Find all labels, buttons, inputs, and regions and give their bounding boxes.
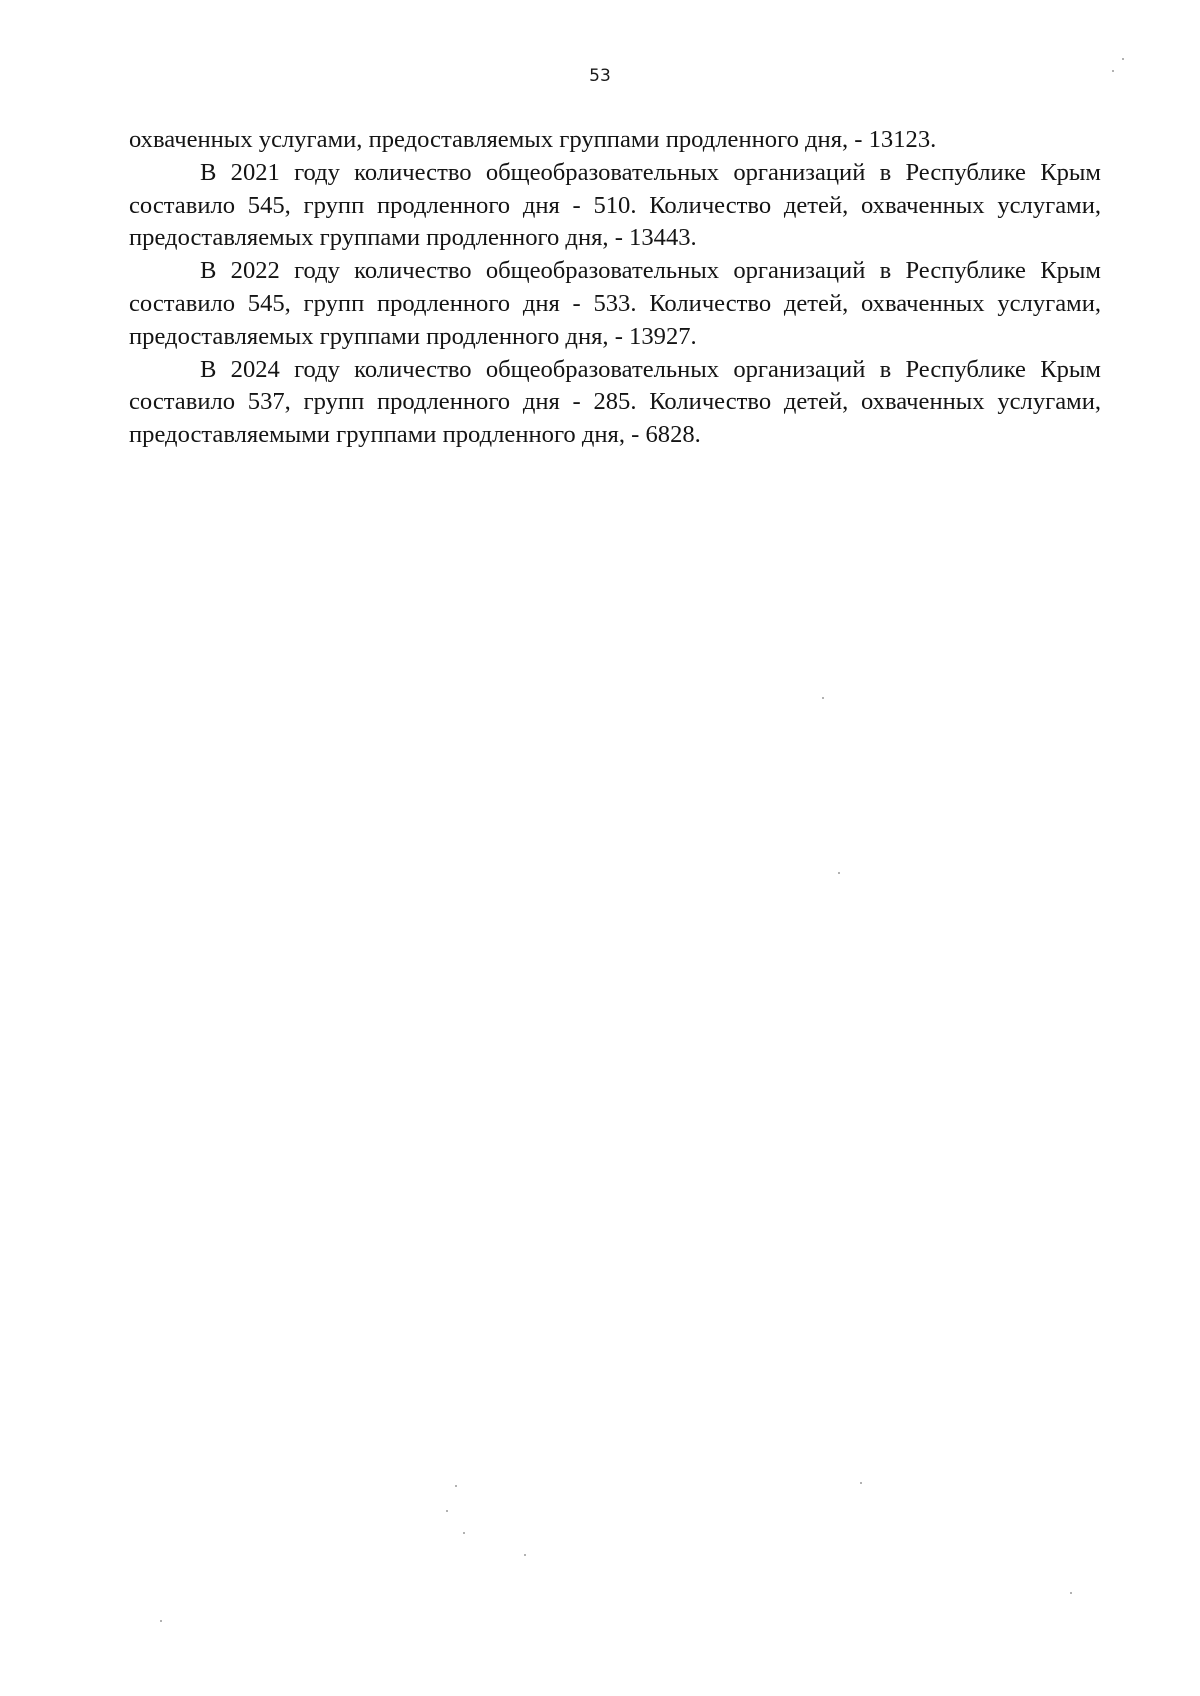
scan-speck — [1070, 1592, 1072, 1594]
scan-speck — [1112, 70, 1114, 72]
scan-speck — [446, 1510, 448, 1512]
scan-speck — [822, 697, 824, 699]
paragraph-2021: В 2021 году количество общеобразовательных организаций в Республике Крым составило 545, групп продленного дня - 510. Количество детей, охваченных услугами, предоставляемых группами продленного дня, - 13443. — [129, 158, 1101, 252]
paragraph-2024: В 2024 году количество общеобразовательных организаций в Республике Крым составило 537, групп продленного дня - 285. Количество детей, охваченных услугами, предоставляемыми группами продленного дня, - 6828. — [129, 355, 1101, 449]
scan-speck — [1122, 58, 1124, 60]
body-text — [129, 124, 1101, 452]
scan-speck — [838, 872, 840, 874]
scan-speck — [524, 1554, 526, 1556]
scan-speck — [455, 1485, 457, 1487]
paragraph-continuation: охваченных услугами, предоставляемых группами продленного дня, - 13123. — [129, 126, 937, 153]
scan-speck — [463, 1532, 465, 1534]
scan-speck — [860, 1482, 862, 1484]
paragraph-2022: В 2022 году количество общеобразовательных организаций в Республике Крым составило 545, групп продленного дня - 533. Количество детей, охваченных услугами, предоставляемых группами продленного дня, - 13927. — [129, 257, 1101, 350]
scan-speck — [160, 1620, 162, 1622]
page-number: 53 — [589, 66, 611, 86]
